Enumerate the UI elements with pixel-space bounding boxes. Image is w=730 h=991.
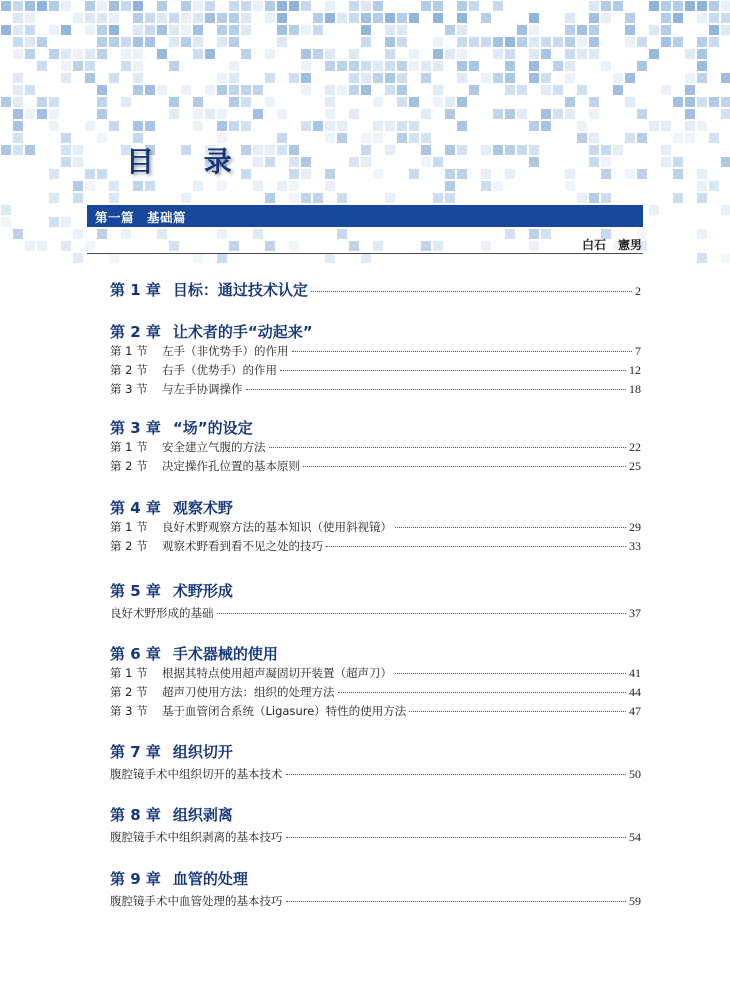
chapter-heading[interactable] bbox=[110, 742, 641, 762]
chapter-3 bbox=[110, 418, 641, 476]
section-title: 决定操作孔位置的基本原则 bbox=[162, 459, 300, 473]
chapter-heading[interactable] bbox=[110, 644, 641, 664]
chapter-heading[interactable] bbox=[110, 322, 641, 342]
section-entry[interactable] bbox=[110, 438, 641, 457]
dot-leader bbox=[286, 901, 627, 902]
section-entry[interactable] bbox=[110, 828, 641, 847]
page-number: 12 bbox=[629, 363, 641, 377]
chapter-title: 观察术野 bbox=[172, 499, 233, 517]
section-title: 良好术野形成的基础 bbox=[110, 606, 214, 620]
chapter-heading[interactable] bbox=[110, 869, 641, 889]
page-number: 41 bbox=[629, 666, 641, 680]
chapter-number: 第 2 章 bbox=[110, 323, 161, 341]
page-number: 33 bbox=[629, 539, 641, 553]
section-title: 左手（非优势手）的作用 bbox=[162, 344, 289, 358]
chapter-heading[interactable] bbox=[110, 498, 641, 518]
chapter-heading[interactable] bbox=[110, 418, 641, 438]
section-entry[interactable] bbox=[110, 342, 641, 361]
chapter-number: 第 6 章 bbox=[110, 645, 161, 663]
page-number: 54 bbox=[629, 830, 641, 844]
dot-leader bbox=[303, 466, 626, 467]
section-entry[interactable] bbox=[110, 702, 641, 721]
chapter-title: 术野形成 bbox=[172, 582, 233, 600]
chapter-title: 组织剥离 bbox=[172, 806, 233, 824]
section-entry[interactable] bbox=[110, 765, 641, 784]
section-title: 基于血管闭合系统（Ligasure）特性的使用方法 bbox=[162, 704, 407, 718]
section-number: 第 2 节 bbox=[110, 363, 148, 377]
chapter-title: 血管的处理 bbox=[172, 870, 248, 888]
dot-leader bbox=[286, 837, 627, 838]
chapter-heading[interactable] bbox=[110, 805, 641, 825]
dot-leader bbox=[338, 692, 627, 693]
part-author: 白石 憲男 bbox=[581, 238, 642, 252]
chapter-2 bbox=[110, 322, 641, 399]
chapter-entry[interactable] bbox=[110, 280, 641, 300]
section-title: 良好术野观察方法的基本知识（使用斜视镜） bbox=[162, 520, 392, 534]
section-entry[interactable] bbox=[110, 604, 641, 623]
page-number: 22 bbox=[629, 440, 641, 454]
section-title: 腹腔镜手术中组织切开的基本技术 bbox=[110, 767, 283, 781]
section-title: 腹腔镜手术中组织剥离的基本技巧 bbox=[110, 830, 283, 844]
chapter-1 bbox=[110, 280, 641, 300]
page-number: 44 bbox=[629, 685, 641, 699]
chapter-title: 组织切开 bbox=[172, 743, 233, 761]
chapter-9 bbox=[110, 869, 641, 911]
section-title: 超声刀使用方法：组织的处理方法 bbox=[162, 685, 335, 699]
dot-leader bbox=[246, 389, 627, 390]
chapter-title: 手术器械的使用 bbox=[172, 645, 278, 663]
chapter-5 bbox=[110, 581, 641, 623]
section-entry[interactable] bbox=[110, 683, 641, 702]
page-number: 25 bbox=[629, 459, 641, 473]
section-number: 第 1 节 bbox=[110, 520, 148, 534]
page-title: 目 录 bbox=[126, 145, 252, 178]
dot-leader bbox=[311, 291, 632, 292]
section-number: 第 1 节 bbox=[110, 344, 148, 358]
chapter-4 bbox=[110, 498, 641, 556]
section-title: 观察术野看到看不见之处的技巧 bbox=[162, 539, 323, 553]
page-number: 50 bbox=[629, 767, 641, 781]
section-entry[interactable] bbox=[110, 380, 641, 399]
section-number: 第 2 节 bbox=[110, 459, 148, 473]
dot-leader bbox=[326, 546, 626, 547]
section-number: 第 3 节 bbox=[110, 704, 148, 718]
chapter-6 bbox=[110, 644, 641, 721]
section-title: 与左手协调操作 bbox=[162, 382, 243, 396]
section-number: 第 2 节 bbox=[110, 539, 148, 553]
chapter-7 bbox=[110, 742, 641, 784]
page-number: 18 bbox=[629, 382, 641, 396]
section-number: 第 2 节 bbox=[110, 685, 148, 699]
part-banner bbox=[87, 205, 643, 227]
chapter-heading[interactable] bbox=[110, 581, 641, 601]
section-entry[interactable] bbox=[110, 361, 641, 380]
dot-leader bbox=[286, 774, 627, 775]
section-number: 第 1 节 bbox=[110, 666, 148, 680]
divider bbox=[87, 253, 643, 254]
chapter-number: 第 8 章 bbox=[110, 806, 161, 824]
page-number: 2 bbox=[635, 284, 641, 298]
dot-leader bbox=[280, 370, 626, 371]
chapter-title: “场”的设定 bbox=[172, 419, 253, 437]
section-entry[interactable] bbox=[110, 537, 641, 556]
chapter-8 bbox=[110, 805, 641, 847]
section-title: 腹腔镜手术中血管处理的基本技巧 bbox=[110, 894, 283, 908]
dot-leader bbox=[269, 447, 627, 448]
dot-leader bbox=[409, 711, 626, 712]
chapter-title: 目标：通过技术认定 bbox=[172, 281, 308, 299]
page-number: 7 bbox=[635, 344, 641, 358]
chapter-heading bbox=[110, 280, 308, 300]
page-number: 29 bbox=[629, 520, 641, 534]
page-number: 59 bbox=[629, 894, 641, 908]
chapter-number: 第 9 章 bbox=[110, 870, 161, 888]
dot-leader bbox=[395, 527, 626, 528]
chapter-number: 第 4 章 bbox=[110, 499, 161, 517]
page-number: 37 bbox=[629, 606, 641, 620]
section-title: 安全建立气腹的方法 bbox=[162, 440, 266, 454]
chapter-number: 第 7 章 bbox=[110, 743, 161, 761]
section-title: 右手（优势手）的作用 bbox=[162, 363, 277, 377]
chapter-number: 第 3 章 bbox=[110, 419, 161, 437]
section-title: 根据其特点使用超声凝固切开装置（超声刀） bbox=[162, 666, 392, 680]
dot-leader bbox=[292, 351, 633, 352]
section-entry[interactable] bbox=[110, 518, 641, 537]
part-label: 第一篇 基础篇 bbox=[95, 210, 187, 225]
section-entry[interactable] bbox=[110, 664, 641, 683]
dot-leader bbox=[395, 673, 626, 674]
chapter-title: 让术者的手“动起来” bbox=[172, 323, 313, 341]
chapter-number: 第 5 章 bbox=[110, 582, 161, 600]
section-entry[interactable] bbox=[110, 457, 641, 476]
section-number: 第 1 节 bbox=[110, 440, 148, 454]
chapter-number: 第 1 章 bbox=[110, 281, 161, 299]
page-number: 47 bbox=[629, 704, 641, 718]
section-number: 第 3 节 bbox=[110, 382, 148, 396]
section-entry[interactable] bbox=[110, 892, 641, 911]
dot-leader bbox=[217, 613, 627, 614]
